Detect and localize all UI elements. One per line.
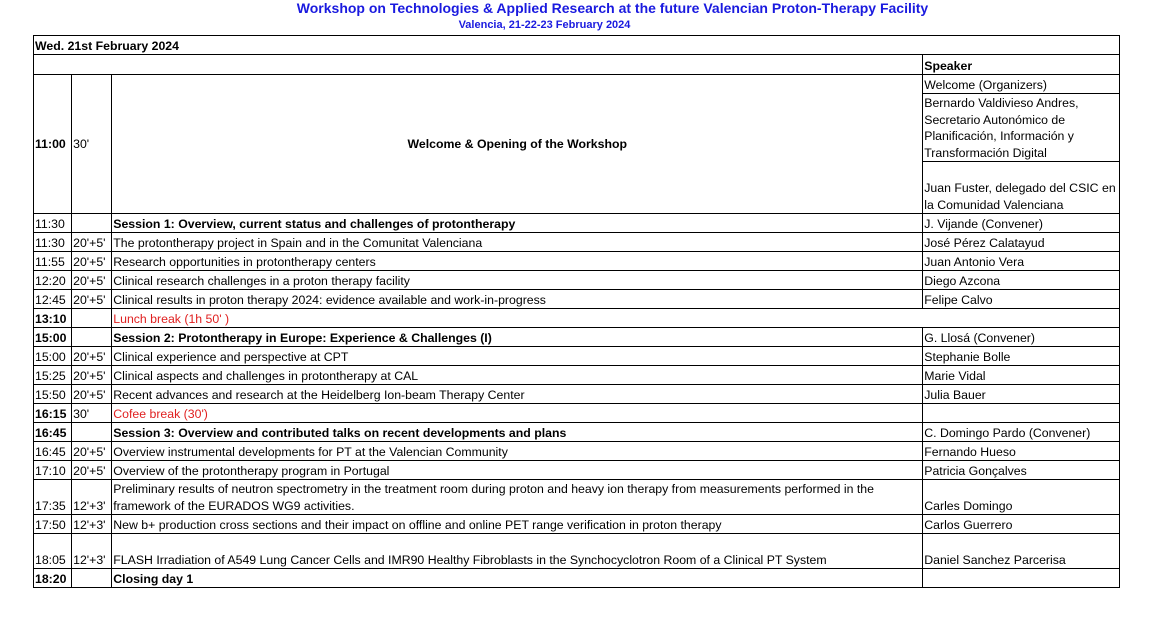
talk-row <box>34 461 1120 480</box>
opening-title: Welcome & Opening of the Workshop <box>112 75 923 214</box>
duration-cell: 20'+5' <box>72 252 112 271</box>
speaker-cell: Diego Azcona <box>923 271 1120 290</box>
duration-cell: 12'+3' <box>72 534 112 569</box>
talk-row <box>34 347 1120 366</box>
duration-cell <box>72 423 112 442</box>
time-cell: 11:30 <box>34 233 72 252</box>
speaker-cell: Fernando Hueso <box>923 442 1120 461</box>
time-cell: 11:55 <box>34 252 72 271</box>
speaker-cell: C. Domingo Pardo (Convener) <box>923 423 1120 442</box>
talk-row <box>34 233 1120 252</box>
session-row <box>34 214 1120 233</box>
talk-row <box>34 442 1120 461</box>
talk-row <box>34 290 1120 309</box>
day-header-row <box>34 36 1120 55</box>
speaker-cell: Juan Antonio Vera <box>923 252 1120 271</box>
speaker-cell: Patricia Gonçalves <box>923 461 1120 480</box>
duration-cell: 20'+5' <box>72 366 112 385</box>
duration-cell: 20'+5' <box>72 233 112 252</box>
talk-title: Overview instrumental developments for PT at the Valencian Community <box>112 442 923 461</box>
talk-row <box>34 480 1120 515</box>
talk-title: Research opportunities in protontherapy centers <box>112 252 923 271</box>
break-row <box>34 309 1120 328</box>
talk-title: New b+ production cross sections and their impact on offline and online PET range verification in proton therapy <box>112 515 923 534</box>
speaker-cell: José Pérez Calatayud <box>923 233 1120 252</box>
speaker-cell: Felipe Calvo <box>923 290 1120 309</box>
session-title: Session 1: Overview, current status and challenges of protontherapy <box>112 214 923 233</box>
talk-row <box>34 366 1120 385</box>
time-cell: 15:25 <box>34 366 72 385</box>
closing-row <box>34 569 1120 588</box>
talk-title: Recent advances and research at the Heidelberg Ion-beam Therapy Center <box>112 385 923 404</box>
duration-cell <box>72 214 112 233</box>
talk-title: Clinical research challenges in a proton therapy facility <box>112 271 923 290</box>
session-title: Session 2: Protontherapy in Europe: Experience & Challenges (I) <box>112 328 923 347</box>
talk-title: Clinical aspects and challenges in protontherapy at CAL <box>112 366 923 385</box>
speaker-cell: G. Llosá (Convener) <box>923 328 1120 347</box>
page-title: Workshop on Technologies & Applied Research at the future Valencian Proton-Therapy Facility <box>296 0 929 16</box>
break-label: Cofee break (30') <box>112 404 923 423</box>
time-cell: 17:10 <box>34 461 72 480</box>
time-cell: 18:05 <box>34 534 72 569</box>
speaker-cell: Bernardo Valdivieso Andres, Secretario Autonómico de Planificación, Información y Transformación Digital <box>923 94 1120 162</box>
duration-cell: 30' <box>72 404 112 423</box>
talk-row <box>34 271 1120 290</box>
time-cell: 17:35 <box>34 480 72 515</box>
time-cell: 16:45 <box>34 442 72 461</box>
session-title: Closing day 1 <box>112 569 923 588</box>
opening-row <box>34 75 1120 94</box>
duration-cell: 12'+3' <box>72 480 112 515</box>
speaker-cell: Juan Fuster, delegado del CSIC en la Comunidad Valenciana <box>923 162 1120 214</box>
column-header-row <box>34 55 1120 75</box>
speaker-cell: Welcome (Organizers) <box>923 75 1120 94</box>
session-row <box>34 328 1120 347</box>
break-label: Lunch break (1h 50' ) <box>112 309 1120 328</box>
speaker-cell: Julia Bauer <box>923 385 1120 404</box>
duration-cell: 20'+5' <box>72 290 112 309</box>
talk-title: Clinical results in proton therapy 2024: evidence available and work-in-progress <box>112 290 923 309</box>
page-subtitle: Valencia, 21-22-23 February 2024 <box>458 19 631 31</box>
duration-cell: 30' <box>72 75 112 214</box>
break-row <box>34 404 1120 423</box>
empty-header-cell <box>34 55 923 75</box>
talk-row <box>34 515 1120 534</box>
talk-title: Clinical experience and perspective at CPT <box>112 347 923 366</box>
time-cell: 17:50 <box>34 515 72 534</box>
time-cell: 15:50 <box>34 385 72 404</box>
speaker-cell: Stephanie Bolle <box>923 347 1120 366</box>
speaker-cell <box>923 569 1120 588</box>
speaker-cell: J. Vijande (Convener) <box>923 214 1120 233</box>
duration-cell: 20'+5' <box>72 385 112 404</box>
speaker-cell: Carlos Guerrero <box>923 515 1120 534</box>
talk-row <box>34 385 1120 404</box>
time-cell: 11:00 <box>34 75 72 214</box>
session-row <box>34 423 1120 442</box>
duration-cell: 20'+5' <box>72 347 112 366</box>
talk-title: FLASH Irradiation of A549 Lung Cancer Cells and IMR90 Healthy Fibroblasts in the Synchocyclotron Room of a Clinical PT System <box>112 534 923 569</box>
duration-cell: 20'+5' <box>72 442 112 461</box>
speaker-header: Speaker <box>923 55 1120 75</box>
agenda-table <box>33 35 1120 588</box>
talk-row <box>34 534 1120 569</box>
speaker-cell: Daniel Sanchez Parcerisa <box>923 534 1120 569</box>
duration-cell: 20'+5' <box>72 461 112 480</box>
time-cell: 16:45 <box>34 423 72 442</box>
speaker-cell: Marie Vidal <box>923 366 1120 385</box>
talk-row <box>34 252 1120 271</box>
time-cell: 12:20 <box>34 271 72 290</box>
speaker-cell <box>923 404 1120 423</box>
time-cell: 11:30 <box>34 214 72 233</box>
time-cell: 16:15 <box>34 404 72 423</box>
talk-title: Overview of the protontherapy program in Portugal <box>112 461 923 480</box>
duration-cell: 12'+3' <box>72 515 112 534</box>
time-cell: 13:10 <box>34 309 72 328</box>
talk-title: The protontherapy project in Spain and in the Comunitat Valenciana <box>112 233 923 252</box>
time-cell: 15:00 <box>34 328 72 347</box>
duration-cell: 20'+5' <box>72 271 112 290</box>
talk-title: Preliminary results of neutron spectrometry in the treatment room during proton and heavy ion therapy from measurements performed in the framework of the EURADOS WG9 activities. <box>112 480 923 515</box>
speaker-cell: Carles Domingo <box>923 480 1120 515</box>
time-cell: 18:20 <box>34 569 72 588</box>
time-cell: 12:45 <box>34 290 72 309</box>
session-title: Session 3: Overview and contributed talks on recent developments and plans <box>112 423 923 442</box>
time-cell: 15:00 <box>34 347 72 366</box>
day-label: Wed. 21st February 2024 <box>34 36 1120 55</box>
duration-cell <box>72 328 112 347</box>
duration-cell <box>72 309 112 328</box>
duration-cell <box>72 569 112 588</box>
